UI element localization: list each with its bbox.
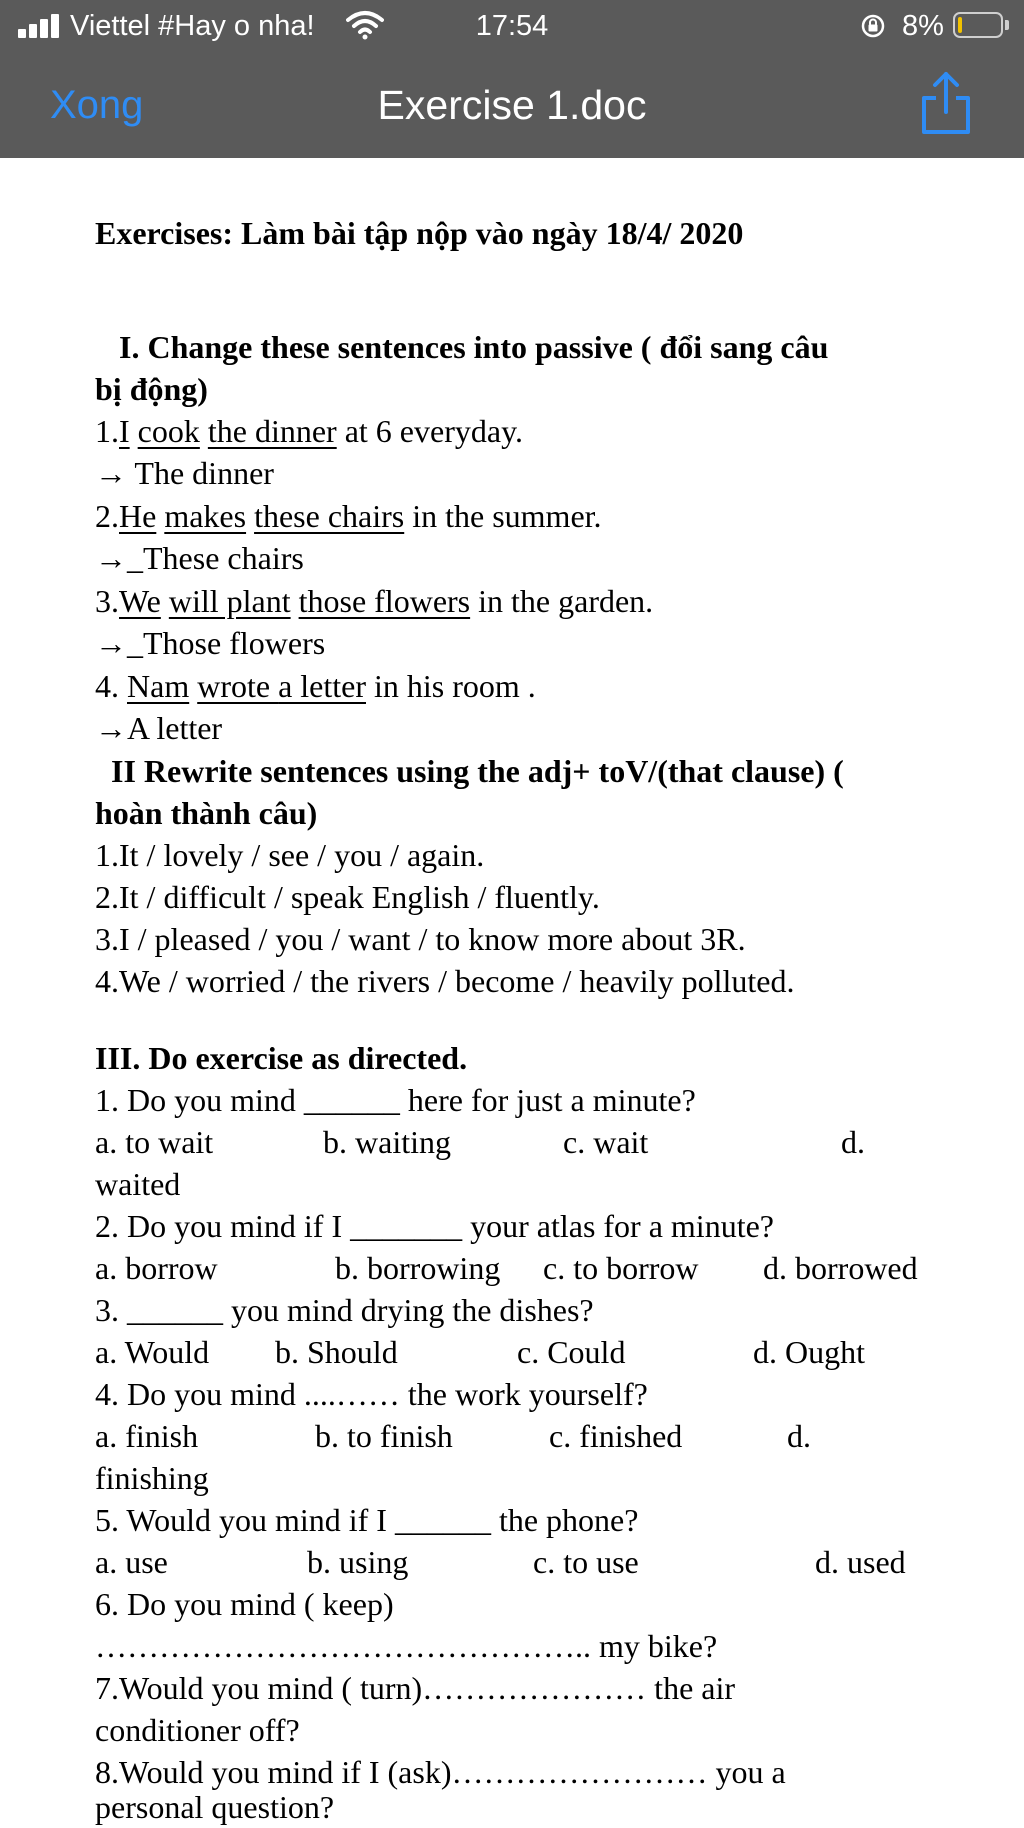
passive-question-4 xyxy=(95,665,536,707)
done-button[interactable]: Xong xyxy=(50,80,143,130)
option-c: c. to use xyxy=(533,1544,639,1580)
option-b: b. Should xyxy=(275,1334,398,1370)
question-number: 4. xyxy=(95,668,127,704)
option-a: a. to wait xyxy=(95,1124,214,1160)
object: the dinner xyxy=(207,413,337,449)
battery-icon xyxy=(953,12,1003,38)
option-d: d. xyxy=(787,1418,811,1454)
subject: Nam xyxy=(127,668,190,704)
rest-of-sentence: in his room . xyxy=(366,668,536,704)
verb: wrote xyxy=(197,668,279,704)
passive-answer-2: →_These chairs xyxy=(95,540,304,576)
rest-of-sentence: in the summer. xyxy=(404,498,602,534)
mcq-1-options xyxy=(95,1121,975,1163)
section2-title: II Rewrite sentences using the adj+ toV/(that clause) ( xyxy=(111,753,844,789)
question-number: 1. xyxy=(95,413,119,449)
rewrite-item-2: 2.It / difficult / speak English / fluently. xyxy=(95,879,600,915)
clock: 17:54 xyxy=(475,10,549,42)
mcq-2-stem: 2. Do you mind if I _______ your atlas for a minute? xyxy=(95,1208,774,1244)
question-number: 2. xyxy=(95,498,119,534)
question-number: 3. xyxy=(95,583,119,619)
passive-answer-3: →_Those flowers xyxy=(95,625,326,661)
question-6: 6. Do you mind ( keep) xyxy=(95,1586,394,1622)
orientation-lock-icon xyxy=(860,13,886,39)
mcq-2-options xyxy=(95,1247,975,1289)
option-a: a. use xyxy=(95,1544,168,1580)
navigation-bar xyxy=(0,52,1024,158)
question-6-cont: ……………………………………….. my bike? xyxy=(95,1628,718,1664)
option-d-continued: waited xyxy=(95,1166,181,1202)
document-title: Exercise 1.doc xyxy=(377,82,647,128)
top-bar xyxy=(0,0,1024,158)
option-c: c. wait xyxy=(563,1124,649,1160)
option-c: c. to borrow xyxy=(543,1250,699,1286)
question-8-cont: personal question? xyxy=(95,1789,335,1825)
option-b: b. to finish xyxy=(315,1418,453,1454)
mcq-5-stem: 5. Would you mind if I ______ the phone? xyxy=(95,1502,639,1538)
mcq-1-stem: 1. Do you mind ______ here for just a minute? xyxy=(95,1082,696,1118)
rewrite-item-1: 1.It / lovely / see / you / again. xyxy=(95,837,485,873)
option-c: c. Could xyxy=(517,1334,626,1370)
rest-of-sentence: in the garden. xyxy=(470,583,654,619)
option-d: d. borrowed xyxy=(763,1250,918,1286)
option-d: d. Ought xyxy=(753,1334,865,1370)
object: these chairs xyxy=(254,498,405,534)
mcq-5-options xyxy=(95,1541,975,1583)
verb: makes xyxy=(164,498,247,534)
rest-of-sentence: at 6 everyday. xyxy=(336,413,523,449)
mcq-4-stem: 4. Do you mind ....…… the work yourself? xyxy=(95,1376,648,1412)
share-icon xyxy=(918,68,974,138)
subject: I xyxy=(119,413,130,449)
verb: cook xyxy=(137,413,200,449)
option-b: b. waiting xyxy=(323,1124,451,1160)
passive-question-1 xyxy=(95,410,523,452)
option-b: b. using xyxy=(307,1544,409,1580)
section2-title-cont: hoàn thành câu) xyxy=(95,795,318,831)
rewrite-item-4: 4.We / worried / the rivers / become / heavily polluted. xyxy=(95,963,795,999)
question-8: 8.Would you mind if I (ask)…………………… you a xyxy=(95,1754,786,1790)
option-a: a. borrow xyxy=(95,1250,218,1286)
option-b: b. borrowing xyxy=(335,1250,501,1286)
option-d: d. used xyxy=(815,1544,906,1580)
option-c: c. finished xyxy=(549,1418,683,1454)
battery-percentage: 8% xyxy=(902,10,944,42)
question-7-cont: conditioner off? xyxy=(95,1712,300,1748)
battery-level xyxy=(958,17,962,33)
option-d-continued: finishing xyxy=(95,1460,209,1496)
share-button[interactable] xyxy=(918,68,974,138)
subject: We xyxy=(119,583,161,619)
carrier-name: Viettel #Hay o nha! xyxy=(70,10,315,42)
document-heading: Exercises: Làm bài tập nộp vào ngày 18/4/ 2020 xyxy=(95,215,744,251)
mcq-4-options xyxy=(95,1415,975,1457)
passive-question-2 xyxy=(95,495,602,537)
option-d: d. xyxy=(841,1124,865,1160)
object: a letter xyxy=(278,668,366,704)
passive-question-3 xyxy=(95,580,653,622)
rewrite-item-3: 3.I / pleased / you / want / to know more about 3R. xyxy=(95,921,746,957)
question-7: 7.Would you mind ( turn)………………… the air xyxy=(95,1670,736,1706)
status-bar xyxy=(0,0,1024,52)
section3-title: III. Do exercise as directed. xyxy=(95,1040,468,1076)
passive-answer-4: →A letter xyxy=(95,710,223,746)
verb: will plant xyxy=(168,583,291,619)
passive-answer-1: → The dinner xyxy=(95,455,274,491)
section1-title: I. Change these sentences into passive ( đổi sang câu xyxy=(119,329,829,365)
battery-nub xyxy=(1005,20,1009,30)
mcq-3-options xyxy=(95,1331,975,1373)
option-a: a. finish xyxy=(95,1418,199,1454)
subject: He xyxy=(119,498,157,534)
option-a: a. Would xyxy=(95,1334,210,1370)
mcq-3-stem: 3. ______ you mind drying the dishes? xyxy=(95,1292,594,1328)
object: those flowers xyxy=(298,583,471,619)
section1-title-cont: bị động) xyxy=(95,371,208,407)
